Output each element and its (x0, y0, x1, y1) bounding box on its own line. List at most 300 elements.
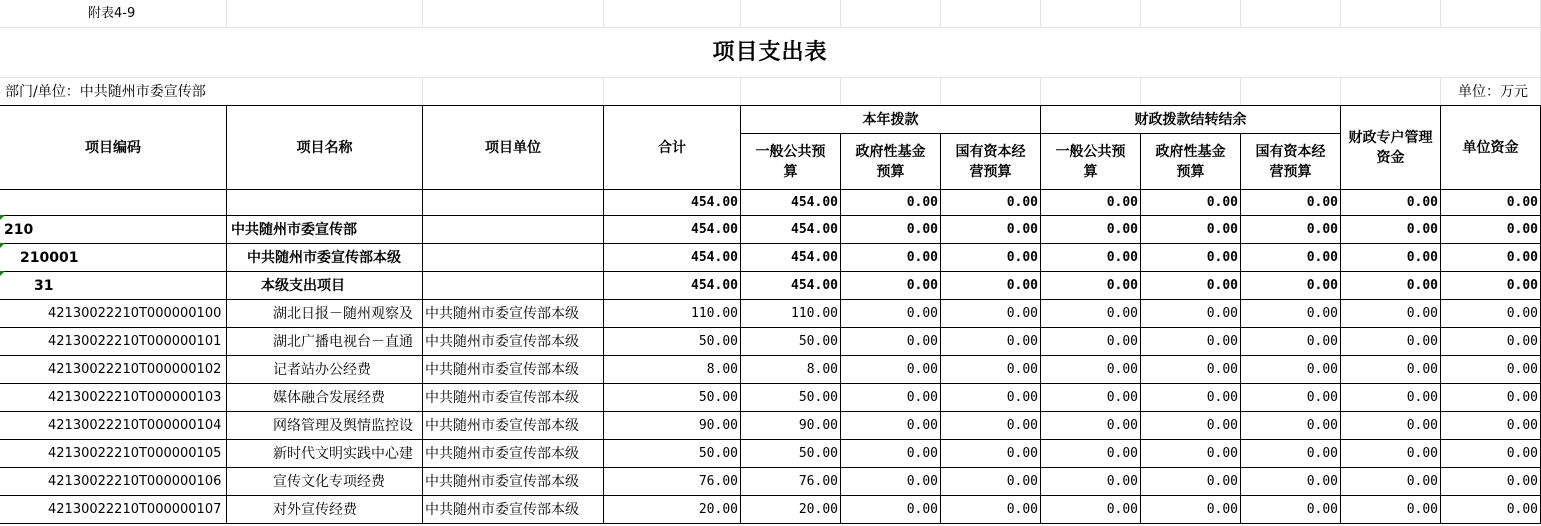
header-group-current-year-text: 本年拨款 (862, 111, 919, 128)
header-state-capital[interactable] (941, 134, 1041, 190)
row-value[interactable] (941, 496, 1041, 524)
row-value[interactable] (1441, 440, 1541, 468)
row-unit-text: 中共随州市委宣传部本级 (425, 389, 579, 406)
row-value[interactable] (1141, 440, 1241, 468)
row-value[interactable] (941, 244, 1041, 272)
row-code-text: 42130022210T000000106 (48, 473, 222, 489)
row-value[interactable] (1041, 412, 1141, 440)
row-name[interactable] (227, 412, 423, 440)
row-value[interactable] (1441, 468, 1541, 496)
row-code-text: 42130022210T000000102 (48, 361, 222, 377)
row-value-text: 0.00 (1006, 305, 1038, 321)
row-value[interactable] (604, 496, 741, 524)
row-value[interactable] (741, 190, 841, 216)
row-value[interactable] (1441, 190, 1541, 216)
row-value[interactable] (841, 356, 941, 384)
row-value[interactable] (604, 300, 741, 328)
row-value-text: 0.00 (1006, 501, 1038, 517)
row-value[interactable] (1241, 328, 1341, 356)
row-value[interactable] (841, 190, 941, 216)
row-value-text: 454.00 (691, 194, 738, 210)
row-value-text: 0.00 (1306, 249, 1338, 265)
row-value[interactable] (741, 356, 841, 384)
row-value[interactable] (741, 496, 841, 524)
row-value-text: 0.00 (1406, 277, 1438, 293)
row-unit[interactable] (423, 328, 604, 356)
row-value-text: 50.00 (798, 445, 838, 461)
row-value-text: 0.00 (1106, 473, 1138, 489)
row-value[interactable] (604, 356, 741, 384)
row-name[interactable] (227, 190, 423, 216)
row-value[interactable] (1241, 244, 1341, 272)
row-value[interactable] (1141, 300, 1241, 328)
row-value-text: 50.00 (698, 445, 738, 461)
row-value[interactable] (1241, 496, 1341, 524)
blank-cell[interactable] (1141, 0, 1241, 28)
cell-comment-marker (0, 243, 5, 248)
row-value[interactable] (1041, 468, 1141, 496)
row-unit[interactable] (423, 356, 604, 384)
row-value-text: 90.00 (698, 417, 738, 433)
row-value-text: 0.00 (1306, 501, 1338, 517)
row-value-text: 0.00 (1406, 445, 1438, 461)
row-value[interactable] (741, 412, 841, 440)
row-value-text: 0.00 (1506, 305, 1538, 321)
header-group-carryover[interactable] (1041, 106, 1341, 134)
row-value[interactable] (941, 384, 1041, 412)
row-value-text: 0.00 (1106, 194, 1138, 210)
row-value-text: 0.00 (1306, 361, 1338, 377)
row-value[interactable] (841, 216, 941, 244)
row-value-text: 0.00 (1406, 305, 1438, 321)
row-value-text: 0.00 (1006, 194, 1038, 210)
row-value-text: 0.00 (1506, 417, 1538, 433)
row-value[interactable] (1441, 384, 1541, 412)
row-code[interactable] (0, 468, 227, 496)
row-value-text: 0.00 (1106, 249, 1138, 265)
row-code[interactable] (0, 384, 227, 412)
row-value-text: 0.00 (1506, 249, 1538, 265)
row-unit[interactable] (423, 384, 604, 412)
row-value-text: 0.00 (1306, 417, 1338, 433)
row-value[interactable] (1241, 356, 1341, 384)
row-value-text: 110.00 (691, 305, 738, 321)
blank-cell[interactable] (1341, 0, 1441, 28)
row-value-text: 454.00 (791, 221, 838, 237)
row-value-text: 0.00 (1506, 221, 1538, 237)
blank-cell[interactable] (423, 78, 604, 106)
row-value[interactable] (1441, 216, 1541, 244)
row-value[interactable] (604, 272, 741, 300)
header-special-account-text: 财政专户管理资金 (1348, 129, 1433, 166)
row-code[interactable] (0, 328, 227, 356)
header-carry-general[interactable] (1041, 134, 1141, 190)
row-value-text: 0.00 (1206, 389, 1238, 405)
row-value[interactable] (1241, 440, 1341, 468)
blank-cell[interactable] (841, 0, 941, 28)
row-value-text: 454.00 (791, 194, 838, 210)
blank-cell[interactable] (741, 78, 841, 106)
blank-cell[interactable] (1241, 0, 1341, 28)
row-value-text: 0.00 (906, 249, 938, 265)
row-value[interactable] (1141, 356, 1241, 384)
row-value-text: 0.00 (1006, 249, 1038, 265)
row-value[interactable] (1241, 468, 1341, 496)
row-unit-text: 中共随州市委宣传部本级 (425, 445, 579, 462)
row-code[interactable] (0, 272, 227, 300)
row-unit[interactable] (423, 440, 604, 468)
row-value-text: 0.00 (1006, 361, 1038, 377)
row-name[interactable] (227, 496, 423, 524)
row-value[interactable] (1341, 244, 1441, 272)
row-value-text: 76.00 (798, 473, 838, 489)
row-value[interactable] (741, 384, 841, 412)
header-special-account[interactable] (1341, 106, 1441, 190)
row-value-text: 0.00 (1506, 473, 1538, 489)
row-value[interactable] (1241, 272, 1341, 300)
row-value[interactable] (1341, 300, 1441, 328)
row-value[interactable] (1341, 216, 1441, 244)
row-value-text: 0.00 (1206, 417, 1238, 433)
row-value[interactable] (1041, 384, 1141, 412)
row-value[interactable] (1041, 496, 1141, 524)
row-value-text: 0.00 (1406, 417, 1438, 433)
row-value-text: 0.00 (1406, 333, 1438, 349)
row-value-text: 0.00 (1406, 249, 1438, 265)
row-value[interactable] (941, 412, 1041, 440)
row-value-text: 0.00 (1006, 417, 1038, 433)
row-value[interactable] (604, 440, 741, 468)
row-value[interactable] (941, 190, 1041, 216)
header-general-budget[interactable] (741, 134, 841, 190)
row-value-text: 0.00 (1106, 389, 1138, 405)
row-value[interactable] (741, 440, 841, 468)
row-value[interactable] (941, 440, 1041, 468)
row-name[interactable] (227, 440, 423, 468)
blank-cell[interactable] (423, 0, 604, 28)
row-value[interactable] (841, 300, 941, 328)
row-value-text: 76.00 (698, 473, 738, 489)
row-value-text: 454.00 (791, 277, 838, 293)
row-name-text: 媒体融合发展经费 (273, 389, 385, 406)
row-value[interactable] (1141, 468, 1241, 496)
row-value[interactable] (841, 412, 941, 440)
row-value[interactable] (841, 328, 941, 356)
row-value[interactable] (604, 216, 741, 244)
row-value-text: 0.00 (906, 417, 938, 433)
row-name-text: 记者站办公经费 (273, 361, 371, 378)
row-code[interactable] (0, 300, 227, 328)
row-value-text: 0.00 (1306, 221, 1338, 237)
row-value[interactable] (841, 496, 941, 524)
row-value[interactable] (1041, 244, 1141, 272)
row-value[interactable] (1341, 356, 1441, 384)
blank-cell-text: 附表4-9 (88, 5, 136, 21)
header-general-budget-text: 一般公共预算 (755, 143, 826, 180)
row-code-text: 210 (4, 221, 34, 238)
row-value-text: 0.00 (1206, 249, 1238, 265)
row-value-text: 0.00 (1306, 277, 1338, 293)
row-unit-text: 中共随州市委宣传部本级 (425, 361, 579, 378)
row-name-text: 湖北广播电视台－直通 (273, 333, 413, 350)
row-code[interactable] (0, 190, 227, 216)
row-unit[interactable] (423, 244, 604, 272)
row-name[interactable] (227, 216, 423, 244)
header-project-code[interactable] (0, 106, 227, 190)
row-value-text: 0.00 (1306, 473, 1338, 489)
row-value-text: 0.00 (1306, 333, 1338, 349)
row-unit-text: 中共随州市委宣传部本级 (425, 501, 579, 518)
row-value[interactable] (1041, 440, 1141, 468)
row-name[interactable] (227, 300, 423, 328)
blank-cell[interactable] (941, 78, 1041, 106)
row-value[interactable] (1441, 356, 1541, 384)
row-value[interactable] (1241, 412, 1341, 440)
row-name[interactable] (227, 272, 423, 300)
row-value[interactable] (1141, 190, 1241, 216)
row-value[interactable] (1341, 384, 1441, 412)
row-value[interactable] (1041, 328, 1141, 356)
row-code-text: 42130022210T000000100 (48, 305, 222, 321)
row-value[interactable] (741, 300, 841, 328)
row-value[interactable] (841, 272, 941, 300)
row-value[interactable] (841, 244, 941, 272)
row-name[interactable] (227, 356, 423, 384)
row-value[interactable] (604, 328, 741, 356)
row-value-text: 454.00 (691, 221, 738, 237)
row-value[interactable] (1141, 328, 1241, 356)
row-value[interactable] (1241, 300, 1341, 328)
row-value[interactable] (1341, 412, 1441, 440)
row-value[interactable] (1341, 468, 1441, 496)
header-own-fund[interactable] (1441, 106, 1541, 190)
row-value-text: 0.00 (1506, 361, 1538, 377)
row-value[interactable] (1241, 190, 1341, 216)
row-value[interactable] (841, 440, 941, 468)
cell-comment-marker (0, 215, 5, 220)
row-value[interactable] (1341, 496, 1441, 524)
blank-cell[interactable] (1441, 0, 1541, 28)
blank-cell[interactable] (1341, 78, 1441, 106)
row-value-text: 50.00 (698, 333, 738, 349)
row-value-text: 0.00 (1306, 305, 1338, 321)
row-value-text: 50.00 (798, 389, 838, 405)
row-value[interactable] (941, 468, 1041, 496)
row-value[interactable] (1441, 300, 1541, 328)
row-value-text: 0.00 (1106, 445, 1138, 461)
header-project-name-text: 项目名称 (296, 139, 353, 156)
row-value[interactable] (1241, 384, 1341, 412)
row-value-text: 0.00 (906, 501, 938, 517)
header-group-current-year[interactable] (741, 106, 1041, 134)
row-value-text: 0.00 (1206, 277, 1238, 293)
row-name-text: 中共随州市委宣传部本级 (247, 249, 401, 266)
blank-cell[interactable] (1141, 78, 1241, 106)
unit-label-text: 单位：万元 (1458, 83, 1528, 100)
row-unit[interactable] (423, 468, 604, 496)
row-value-text: 0.00 (906, 361, 938, 377)
row-value[interactable] (941, 300, 1041, 328)
row-value-text: 0.00 (906, 194, 938, 210)
dept-label[interactable] (0, 78, 423, 106)
header-own-fund-text: 单位资金 (1462, 139, 1519, 156)
row-value-text: 0.00 (1506, 277, 1538, 293)
row-value[interactable] (1141, 244, 1241, 272)
row-value[interactable] (1141, 384, 1241, 412)
row-value-text: 0.00 (1106, 277, 1138, 293)
row-value[interactable] (741, 216, 841, 244)
row-value-text: 110.00 (791, 305, 838, 321)
row-code[interactable] (0, 244, 227, 272)
row-value[interactable] (841, 468, 941, 496)
blank-cell[interactable] (1241, 78, 1341, 106)
row-code-text: 210001 (20, 249, 79, 266)
row-name[interactable] (227, 244, 423, 272)
row-value-text: 0.00 (1406, 361, 1438, 377)
row-code[interactable] (0, 216, 227, 244)
blank-cell[interactable] (227, 0, 423, 28)
row-value[interactable] (1441, 496, 1541, 524)
header-project-name[interactable] (227, 106, 423, 190)
row-value[interactable] (1341, 190, 1441, 216)
header-carry-state-capital[interactable] (1241, 134, 1341, 190)
unit-label[interactable] (1441, 78, 1541, 106)
row-value[interactable] (741, 244, 841, 272)
row-value[interactable] (1141, 412, 1241, 440)
header-gov-fund[interactable] (841, 134, 941, 190)
row-value-text: 454.00 (691, 249, 738, 265)
row-value-text: 0.00 (906, 473, 938, 489)
row-value[interactable] (1441, 272, 1541, 300)
row-unit[interactable] (423, 190, 604, 216)
row-unit-text: 中共随州市委宣传部本级 (425, 333, 579, 350)
row-value[interactable] (1441, 244, 1541, 272)
blank-cell[interactable] (1041, 0, 1141, 28)
row-value[interactable] (604, 384, 741, 412)
blank-cell[interactable] (604, 0, 741, 28)
dept-label-text: 部门/单位：中共随州市委宣传部 (5, 83, 206, 100)
row-code[interactable] (0, 412, 227, 440)
row-unit-text: 中共随州市委宣传部本级 (425, 305, 579, 322)
row-value[interactable] (1041, 300, 1141, 328)
blank-cell[interactable] (1041, 78, 1141, 106)
row-value[interactable] (604, 468, 741, 496)
row-value[interactable] (1041, 216, 1141, 244)
row-code-text: 42130022210T000000104 (48, 417, 222, 433)
header-carry-state-capital-text: 国有资本经营预算 (1255, 143, 1326, 180)
row-code[interactable] (0, 356, 227, 384)
row-value-text: 0.00 (1206, 501, 1238, 517)
sheet-title[interactable] (0, 28, 1541, 78)
row-unit[interactable] (423, 272, 604, 300)
row-value[interactable] (1341, 328, 1441, 356)
row-value-text: 0.00 (1206, 194, 1238, 210)
row-value[interactable] (1141, 272, 1241, 300)
row-name-text: 中共随州市委宣传部 (231, 221, 357, 238)
row-value-text: 8.00 (806, 361, 838, 377)
row-value[interactable] (1141, 216, 1241, 244)
row-name[interactable] (227, 384, 423, 412)
row-code-text: 42130022210T000000101 (48, 333, 222, 349)
row-value[interactable] (604, 190, 741, 216)
row-value[interactable] (604, 412, 741, 440)
row-value[interactable] (941, 356, 1041, 384)
sheet-title-text: 项目支出表 (712, 39, 828, 65)
row-value[interactable] (1041, 356, 1141, 384)
blank-cell[interactable] (841, 78, 941, 106)
header-carry-gov-fund[interactable] (1141, 134, 1241, 190)
row-name-text: 本级支出项目 (261, 277, 345, 294)
appendix-label[interactable] (0, 0, 227, 28)
header-project-unit[interactable] (423, 106, 604, 190)
row-value-text: 0.00 (1406, 473, 1438, 489)
row-unit-text: 中共随州市委宣传部本级 (425, 417, 579, 434)
row-value-text: 0.00 (1406, 221, 1438, 237)
row-code-text: 42130022210T000000103 (48, 389, 222, 405)
row-unit[interactable] (423, 412, 604, 440)
row-name[interactable] (227, 328, 423, 356)
row-value-text: 0.00 (906, 305, 938, 321)
row-name[interactable] (227, 468, 423, 496)
row-value-text: 0.00 (1206, 473, 1238, 489)
row-value[interactable] (1241, 216, 1341, 244)
row-code[interactable] (0, 440, 227, 468)
header-state-capital-text: 国有资本经营预算 (955, 143, 1026, 180)
row-value-text: 0.00 (1506, 194, 1538, 210)
row-value[interactable] (1141, 496, 1241, 524)
header-carry-gov-fund-text: 政府性基金预算 (1155, 143, 1226, 180)
row-value-text: 0.00 (1106, 333, 1138, 349)
row-value[interactable] (1041, 190, 1141, 216)
row-value[interactable] (741, 272, 841, 300)
row-code-text: 42130022210T000000105 (48, 445, 222, 461)
blank-cell[interactable] (941, 0, 1041, 28)
row-unit[interactable] (423, 496, 604, 524)
row-value[interactable] (741, 468, 841, 496)
row-value[interactable] (941, 328, 1041, 356)
row-value-text: 0.00 (1106, 501, 1138, 517)
row-value[interactable] (1041, 272, 1141, 300)
row-value[interactable] (741, 328, 841, 356)
row-value[interactable] (604, 244, 741, 272)
row-unit[interactable] (423, 216, 604, 244)
row-code[interactable] (0, 496, 227, 524)
row-value[interactable] (941, 216, 1041, 244)
row-value[interactable] (1341, 272, 1441, 300)
row-value[interactable] (841, 384, 941, 412)
row-value[interactable] (1441, 328, 1541, 356)
row-value[interactable] (1341, 440, 1441, 468)
row-value-text: 0.00 (1206, 305, 1238, 321)
header-group-carryover-text: 财政拨款结转结余 (1134, 111, 1247, 128)
row-value-text: 454.00 (791, 249, 838, 265)
blank-cell[interactable] (604, 78, 741, 106)
row-value-text: 20.00 (698, 501, 738, 517)
row-value-text: 0.00 (1206, 221, 1238, 237)
row-value-text: 0.00 (1306, 389, 1338, 405)
row-value-text: 0.00 (1006, 389, 1038, 405)
row-value[interactable] (1441, 412, 1541, 440)
blank-cell[interactable] (741, 0, 841, 28)
row-name-text: 对外宣传经费 (273, 501, 357, 518)
row-name-text: 网络管理及舆情监控设 (273, 417, 413, 434)
row-value-text: 0.00 (1506, 445, 1538, 461)
row-value-text: 8.00 (706, 361, 738, 377)
row-value[interactable] (941, 272, 1041, 300)
row-unit[interactable] (423, 300, 604, 328)
header-total[interactable] (604, 106, 741, 190)
row-value-text: 0.00 (1206, 333, 1238, 349)
